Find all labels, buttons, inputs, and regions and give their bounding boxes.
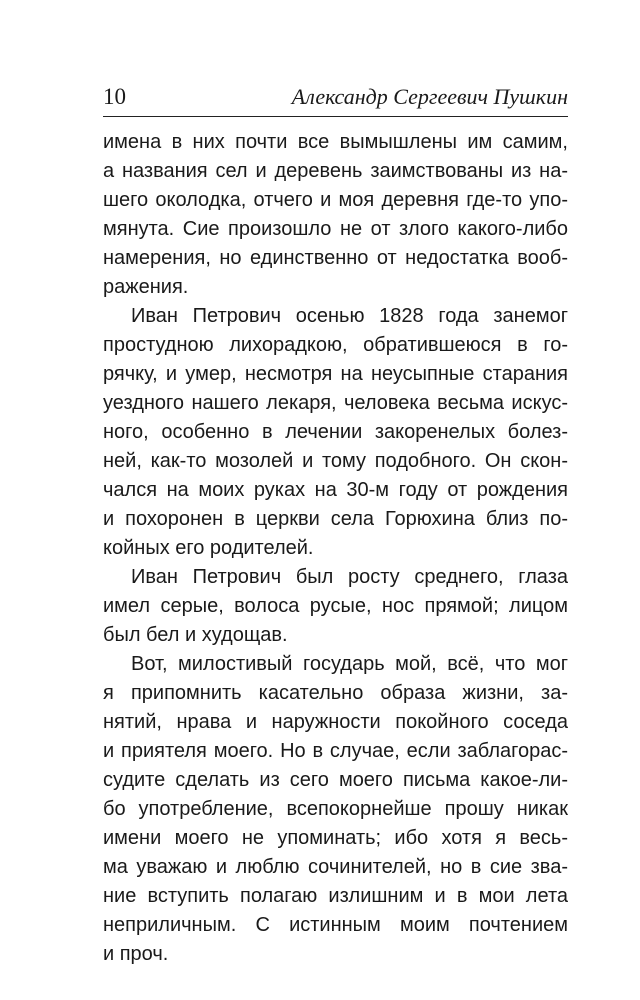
paragraph bbox=[103, 128, 568, 302]
text-line: уездного нашего лекаря, человека весьма искус- bbox=[103, 392, 568, 414]
text-line: судите сделать из сего моего письма какое-ли- bbox=[103, 769, 568, 791]
text-line: ма уважаю и люблю сочинителей, но в сие зва- bbox=[103, 856, 568, 878]
text-line: я припомнить касательно образа жизни, за- bbox=[103, 682, 568, 704]
paragraph bbox=[103, 650, 568, 969]
text-line: ней, как-то мозолей и тому подобного. Он скон- bbox=[103, 450, 568, 472]
paragraph bbox=[103, 563, 568, 650]
running-head bbox=[103, 80, 568, 117]
text-line: нятий, нрава и наружности покойного соседа bbox=[103, 711, 568, 733]
text-line: а названия сел и деревень заимствованы из на- bbox=[103, 160, 568, 182]
text-line: и проч. bbox=[103, 943, 169, 965]
text-line: ние вступить полагаю излишним и в мои лета bbox=[103, 885, 568, 907]
text-line: койных его родителей. bbox=[103, 537, 314, 559]
text-line: простудною лихорадкою, обратившеюся в го- bbox=[103, 334, 568, 356]
body-text bbox=[103, 128, 568, 969]
text-line: чался на моих руках на 30-м году от рождения bbox=[103, 479, 568, 501]
text-line: намерения, но единственно от недостатка вооб- bbox=[103, 247, 568, 269]
text-line: мянута. Сие произошло не от злого какого-либо bbox=[103, 218, 568, 240]
text-line: был бел и худощав. bbox=[103, 624, 288, 646]
text-line: ного, особенно в лечении закоренелых болез- bbox=[103, 421, 568, 443]
text-line: Иван Петрович осенью 1828 года занемог bbox=[131, 305, 568, 327]
text-line: Иван Петрович был росту среднего, глаза bbox=[131, 566, 568, 588]
text-line: неприличным. С истинным моим почтением bbox=[103, 914, 568, 936]
text-line: имел серые, волоса русые, нос прямой; лицом bbox=[103, 595, 568, 617]
text-line: Вот, милостивый государь мой, всё, что мог bbox=[131, 653, 568, 675]
text-line: имени моего не упоминать; ибо хотя я весь- bbox=[103, 827, 568, 849]
text-line: ражения. bbox=[103, 276, 189, 298]
text-line: бо употребление, всепокорнейше прошу никак bbox=[103, 798, 568, 820]
text-line: имена в них почти все вымышлены им самим, bbox=[103, 131, 568, 153]
text-line: и приятеля моего. Но в случае, если заблагорас- bbox=[103, 740, 568, 762]
page-number: 10 bbox=[103, 84, 126, 109]
text-line: рячку, и умер, несмотря на неусыпные старания bbox=[103, 363, 568, 385]
text-line: и похоронен в церкви села Горюхина близ по- bbox=[103, 508, 568, 530]
text-line: шего околодка, отчего и моя деревня где-то упо- bbox=[103, 189, 568, 211]
paragraph bbox=[103, 302, 568, 563]
running-title: Александр Сергеевич Пушкин bbox=[291, 84, 568, 109]
